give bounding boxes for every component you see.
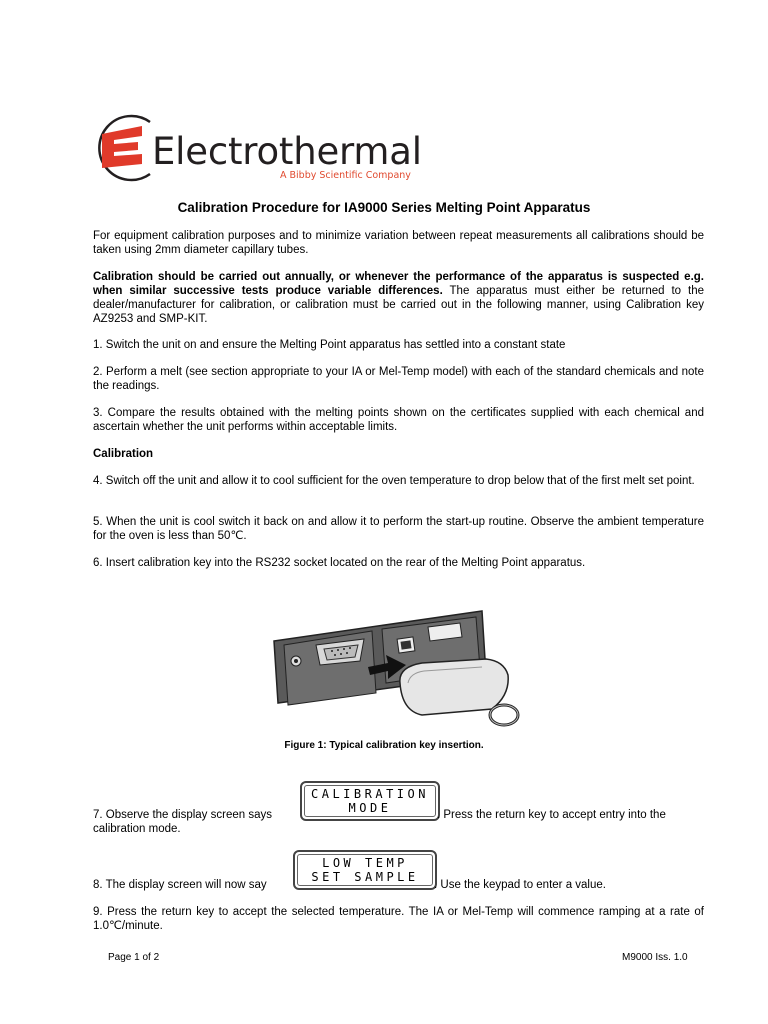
lcd-line-1: LOW TEMP — [322, 856, 408, 870]
step-8-before: 8. The display screen will now say — [93, 879, 267, 891]
intro-paragraph: For equipment calibration purposes and to minimize variation between repeat measurements all calibrations should be taken using 2mm diameter capillary tubes. — [93, 230, 704, 256]
brand-name: Electrothermal — [152, 130, 422, 173]
notice-bold-text: Calibration should be carried out annually, or whenever the performance of the apparatus is suspected e.g. when similar successive tests produce variable differences. — [93, 271, 704, 297]
notice-paragraph — [93, 270, 704, 326]
lcd-display-low-temp — [293, 850, 437, 890]
step-3: 3. Compare the results obtained with the melting points shown on the certificates supplied with each chemical and ascertain whether the unit performs within acceptable limits. — [93, 407, 704, 433]
lcd-line-1: CALIBRATION — [311, 787, 429, 801]
section-heading-calibration: Calibration — [93, 448, 154, 460]
lcd-screen — [304, 785, 436, 817]
page-number: Page 1 of 2 — [108, 952, 160, 963]
step-5: 5. When the unit is cool switch it back on and allow it to perform the start-up routine. Observe the ambient temperature for the oven is less than 50℃. — [93, 516, 704, 542]
document-title: Calibration Procedure for IA9000 Series Melting Point Apparatus — [177, 200, 591, 215]
step-8-after: . Use the keypad to enter a value. — [434, 879, 606, 891]
step-1: 1. Switch the unit on and ensure the Melting Point apparatus has settled into a constant state — [93, 339, 566, 351]
step-6: 6. Insert calibration key into the RS232 socket located on the rear of the Melting Point apparatus. — [93, 557, 586, 569]
brand-tagline: A Bibby Scientific Company — [280, 170, 411, 181]
step-4: 4. Switch off the unit and allow it to cool sufficient for the oven temperature to drop below that of the first melt set point. — [93, 475, 695, 487]
step-7-before: 7. Observe the display screen says — [93, 809, 272, 821]
figure-caption: Figure 1: Typical calibration key insertion. — [284, 740, 484, 751]
electrothermal-logo-mark-icon — [92, 112, 156, 184]
calibration-key-figure — [272, 583, 522, 733]
step-2: 2. Perform a melt (see section appropriate to your IA or Mel-Temp model) with each of the standard chemicals and note the readings. — [93, 366, 704, 392]
step-7-after: . Press the return key to accept entry into the — [437, 809, 666, 821]
document-reference: M9000 Iss. 1.0 — [622, 952, 688, 963]
lcd-line-2: MODE — [348, 801, 392, 815]
notice-rest-text: The apparatus must either be returned to the dealer/manufacturer for calibration, or calibration must be carried out in the following manner, using Calibration key AZ9253 and SMP-KIT. — [93, 285, 704, 325]
lcd-display-calibration-mode — [300, 781, 440, 821]
step-9: 9. Press the return key to accept the selected temperature. The IA or Mel-Temp will commence ramping at a rate of 1.0℃/minute. — [93, 906, 704, 932]
lcd-line-2: SET SAMPLE — [311, 870, 419, 884]
lcd-screen — [297, 854, 433, 886]
step-7-continuation: calibration mode. — [93, 823, 181, 835]
electrothermal-logo — [92, 112, 422, 184]
